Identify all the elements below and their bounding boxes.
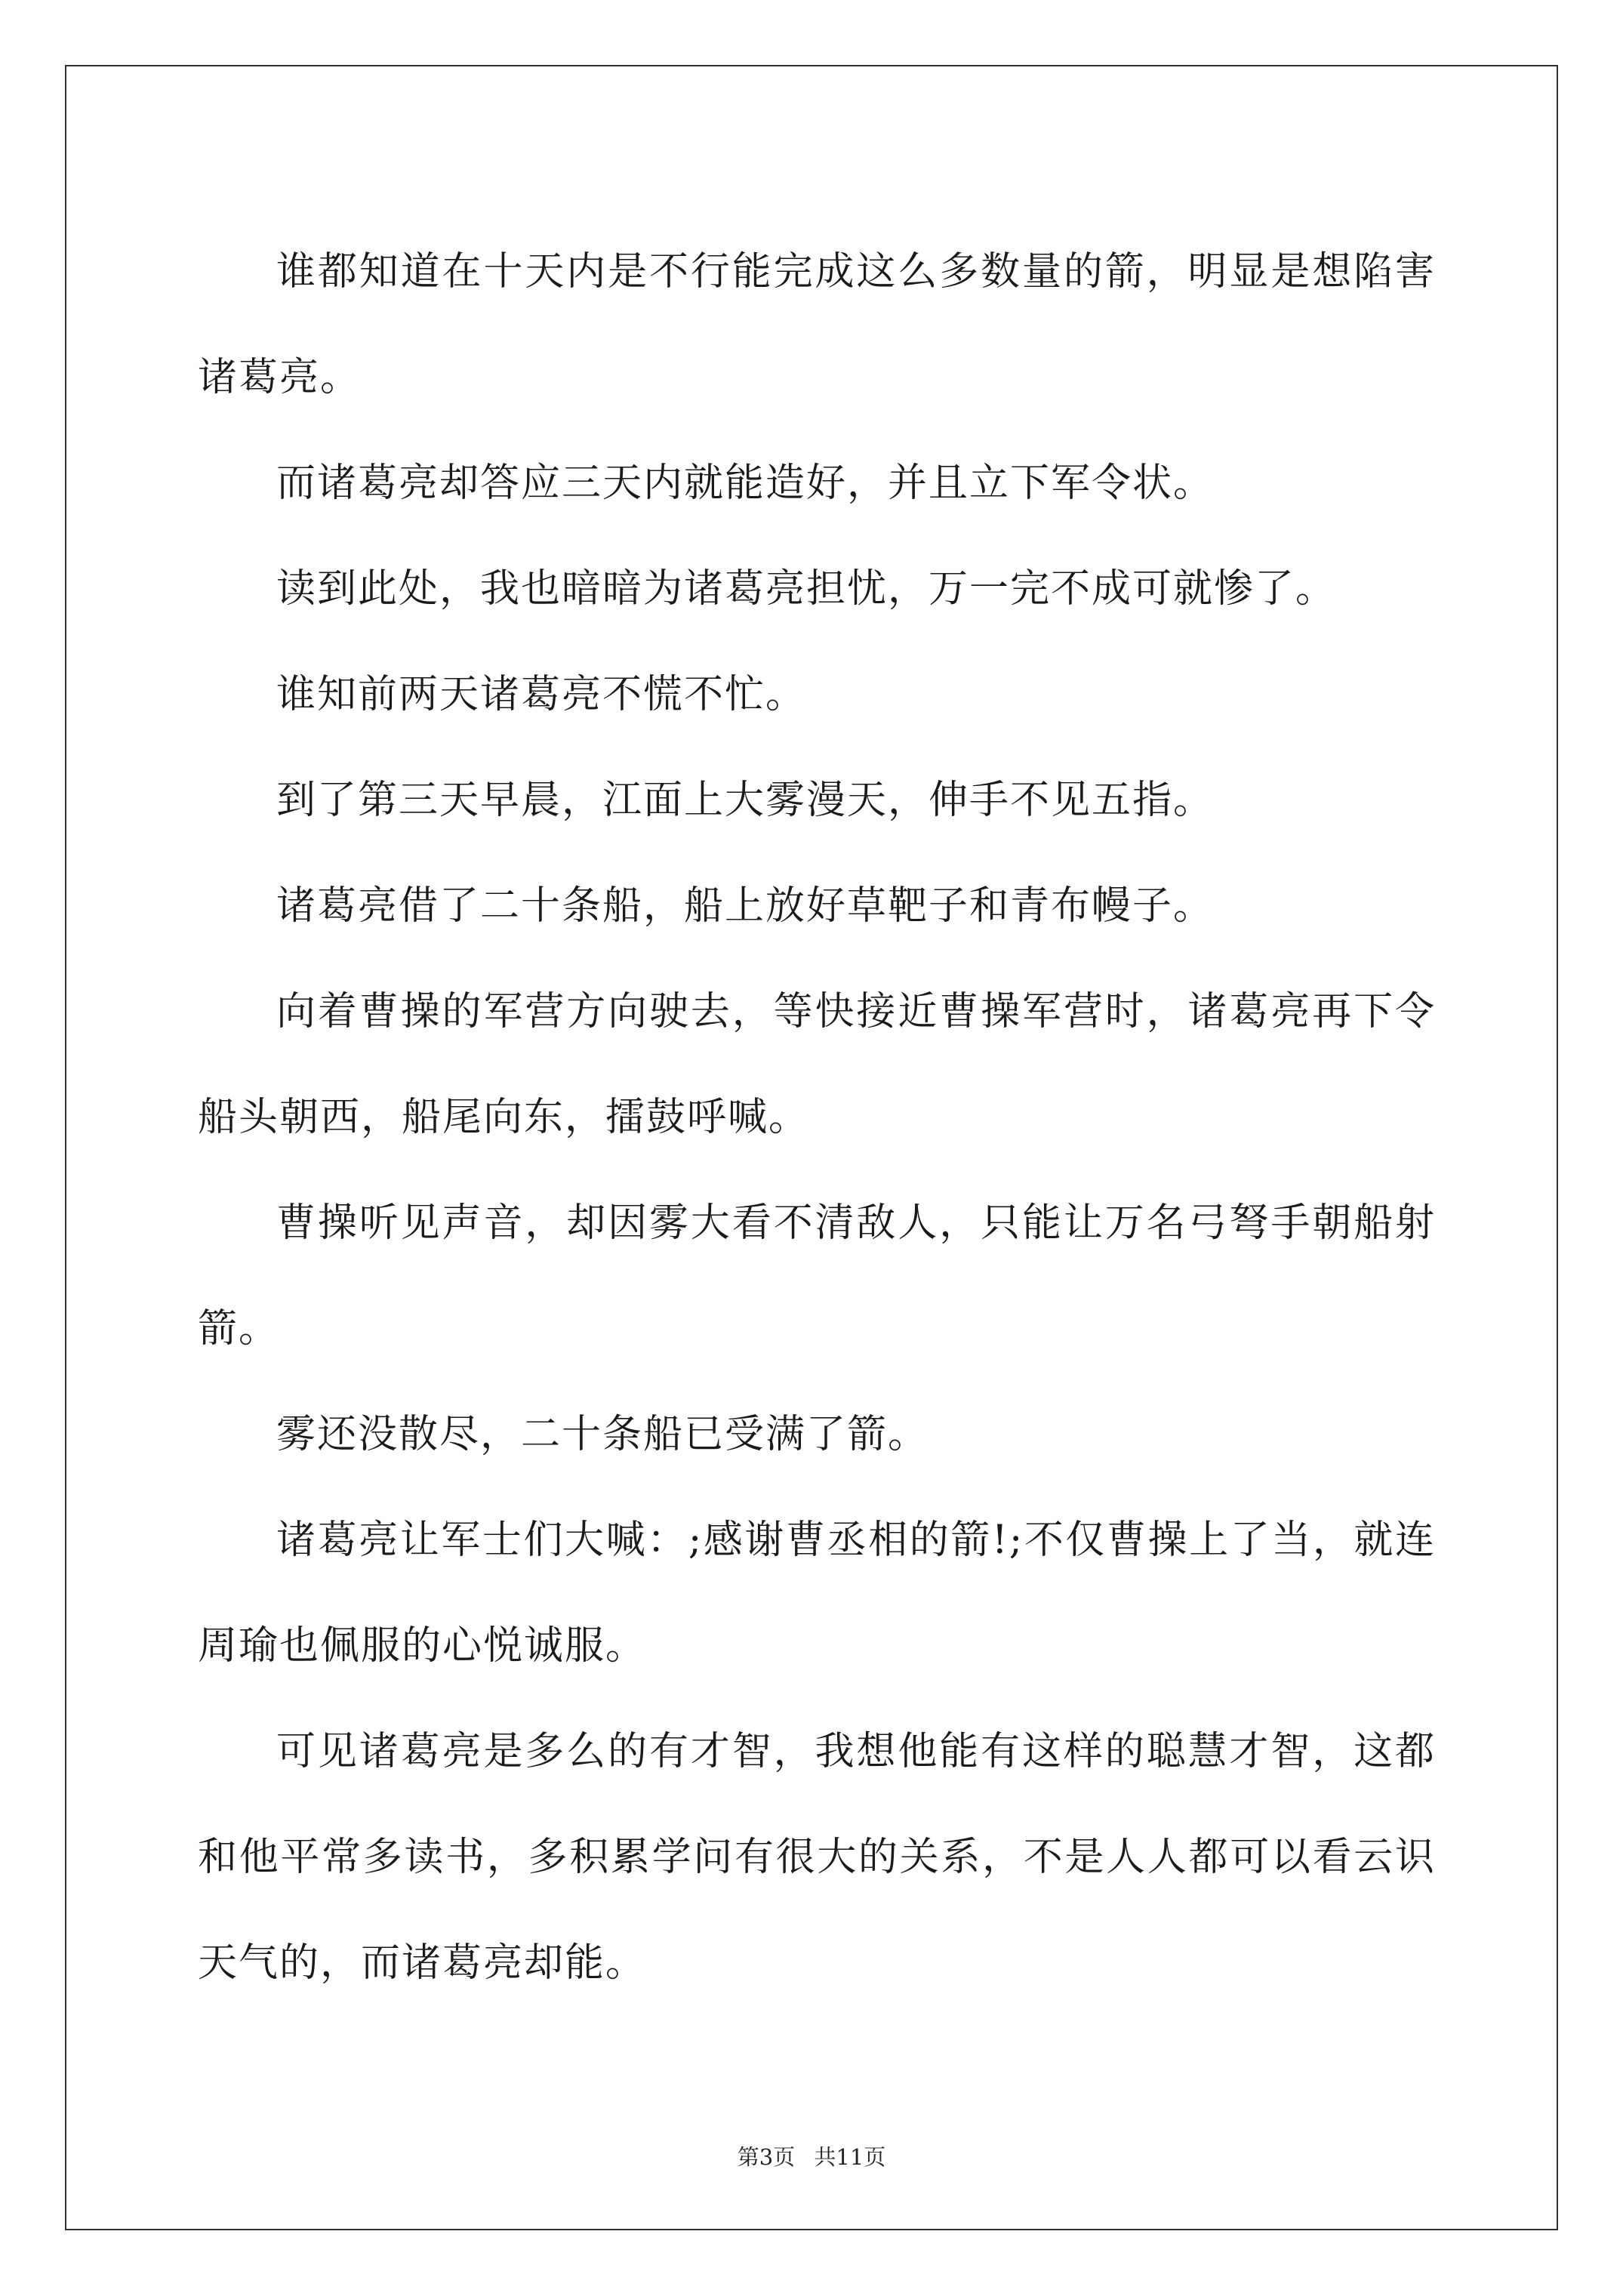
page-number: 第3页	[737, 2144, 796, 2170]
page-total: 共11页	[814, 2144, 886, 2170]
paragraph: 谁知前两天诸葛亮不慌不忙。	[276, 672, 807, 717]
paragraph: 谁都知道在十天内是不行能完成这么多数量的箭，明显是想陷害诸葛亮。	[198, 249, 1436, 400]
paragraph: 曹操听见声音，却因雾大看不清敌人，只能让万名弓弩手朝船射箭。	[198, 1200, 1436, 1351]
paragraph: 诸葛亮借了二十条船，船上放好草靶子和青布幔子。	[276, 883, 1215, 929]
paragraph: 到了第三天早晨，江面上大雾漫天，伸手不见五指。	[276, 778, 1215, 823]
paragraph: 可见诸葛亮是多么的有才智，我想他能有这样的聪慧才智，这都和他平常多读书，多积累学问有很大的关系，不是人人都可以看云识天气的，而诸葛亮却能。	[198, 1729, 1436, 1986]
paragraph: 诸葛亮让军士们大喊：;感谢曹丞相的箭!;不仅曹操上了当，就连周瑜也佩服的心悦诚服。	[198, 1518, 1436, 1669]
document-body	[198, 219, 1436, 2016]
paragraph: 读到此处，我也暗暗为诸葛亮担忧，万一完不成可就惨了。	[276, 566, 1337, 612]
paragraph: 向着曹操的军营方向驶去，等快接近曹操军营时，诸葛亮再下令船头朝西，船尾向东，擂鼓呼喊。	[198, 989, 1436, 1140]
paragraph: 而诸葛亮却答应三天内就能造好，并且立下军令状。	[276, 461, 1215, 506]
page-footer	[0, 2140, 1623, 2171]
paragraph: 雾还没散尽，二十条船已受满了箭。	[276, 1412, 929, 1457]
